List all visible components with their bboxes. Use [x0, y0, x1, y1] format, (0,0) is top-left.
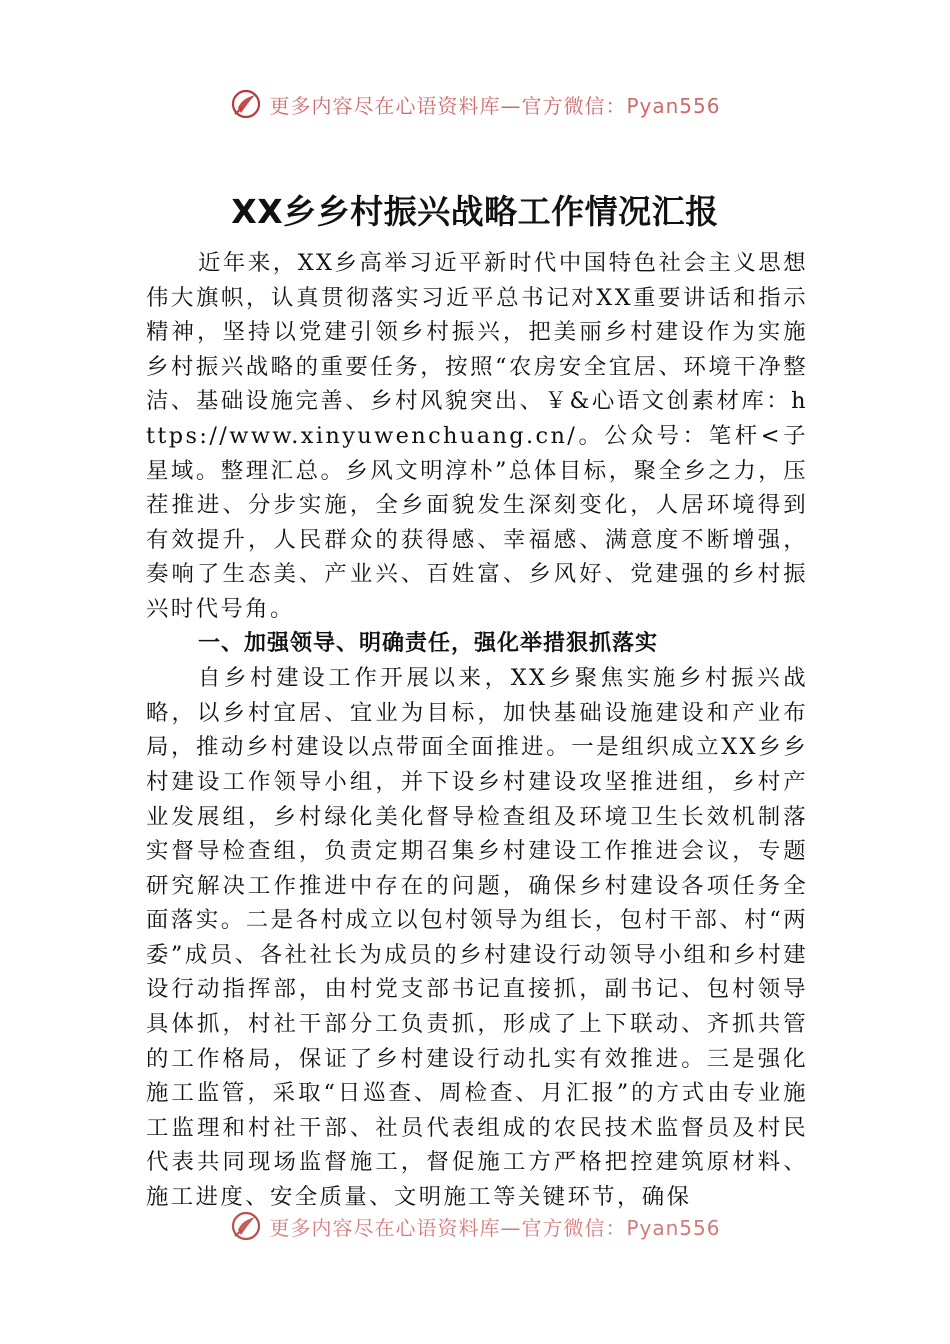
watermark-logo-icon [229, 87, 263, 121]
intro-paragraph: 近年来，XX乡高举习近平新时代中国特色社会主义思想伟大旗帜，认真贯彻落实习近平总书记对XX重要讲话和指示精神，坚持以党建引领乡村振兴，把美丽乡村建设作为实施乡村振兴战略的重要任务，按照“农房安全宜居、环境干净整洁、基础设施完善、乡村风貌突出、￥&心语文创素材库：https://www.xinyuwenchuang.cn/。公众号：笔杆<子星域。整理汇总。乡风文明淳朴”总体目标，聚全乡之力，压茬推进、分步实施，全乡面貌发生深刻变化，人居环境得到有效提升，人民群众的获得感、幸福感、满意度不断增强，奏响了生态美、产业兴、百姓富、乡风好、党建强的乡村振兴时代号角。 [146, 250, 808, 622]
watermark-footer [0, 1206, 950, 1246]
section-heading-1: 一、加强领导、明确责任，强化举措狠抓落实 [198, 630, 659, 656]
document-body [146, 246, 808, 1215]
watermark-text: 更多内容尽在心语资料库—官方微信：Pyan556 [269, 93, 721, 118]
watermark-header [0, 84, 950, 124]
watermark-text: 更多内容尽在心语资料库—官方微信：Pyan556 [269, 1215, 721, 1240]
watermark-logo-icon [229, 1209, 263, 1243]
document-title: XX乡乡村振兴战略工作情况汇报 [231, 192, 719, 231]
section-1-paragraph: 自乡村建设工作开展以来，XX乡聚焦实施乡村振兴战略，以乡村宜居、宜业为目标，加快基础设施建设和产业布局，推动乡村建设以点带面全面推进。一是组织成立XX乡乡村建设工作领导小组，并下设乡村建设攻坚推进组，乡村产业发展组，乡村绿化美化督导检查组及环境卫生长效机制落实督导检查组，负责定期召集乡村建设工作推进会议，专题研究解决工作推进中存在的问题，确保乡村建设各项任务全面落实。二是各村成立以包村领导为组长，包村干部、村“两委”成员、各社社长为成员的乡村建设行动领导小组和乡村建设行动指挥部，由村党支部书记直接抓，副书记、包村领导具体抓，村社干部分工负责抓，形成了上下联动、齐抓共管的工作格局，保证了乡村建设行动扎实有效推进。三是强化施工监管，采取“日巡查、周检查、月汇报”的方式由专业施工监理和村社干部、社员代表组成的农民技术监督员及村民代表共同现场监督施工，督促施工方严格把控建筑原材料、施工进度、安全质量、文明施工等关键环节，确保 [146, 665, 808, 1211]
document-body-viewport [0, 246, 950, 1221]
